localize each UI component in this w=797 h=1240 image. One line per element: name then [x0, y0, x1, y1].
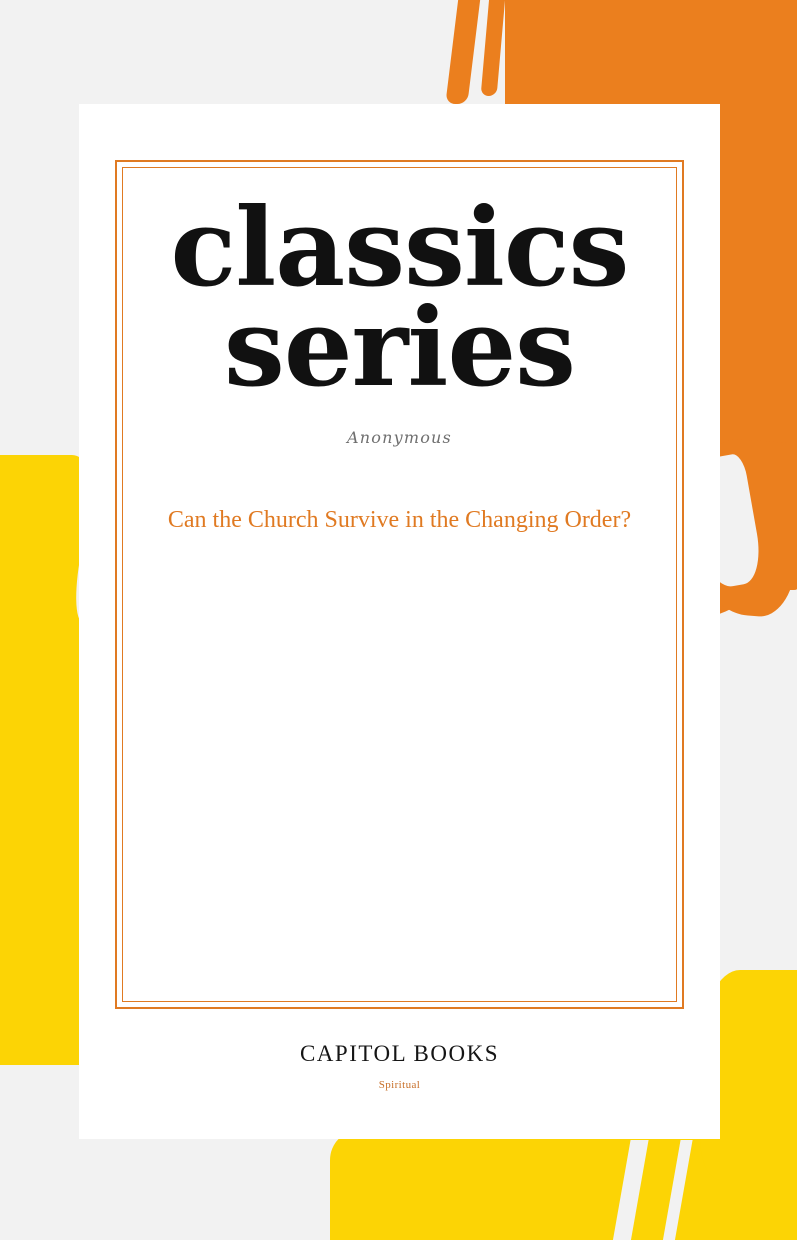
author-name: Anonymous: [347, 427, 452, 447]
series-title-line-2: series: [224, 284, 575, 411]
category-label: Spiritual: [378, 1079, 421, 1091]
book-title: Can the Church Survive in the Changing Order?: [167, 506, 632, 533]
series-title-line-1: classics: [170, 185, 629, 311]
cover-frame-outer: [115, 160, 684, 1009]
series-title: [170, 185, 629, 411]
cover-frame-inner: [122, 167, 677, 1002]
publisher-name: CAPITOL BOOKS: [299, 1041, 500, 1066]
book-cover: [79, 104, 720, 1139]
orange-brush-streak-left: [445, 0, 480, 104]
orange-brush-streak-right: [481, 0, 506, 96]
